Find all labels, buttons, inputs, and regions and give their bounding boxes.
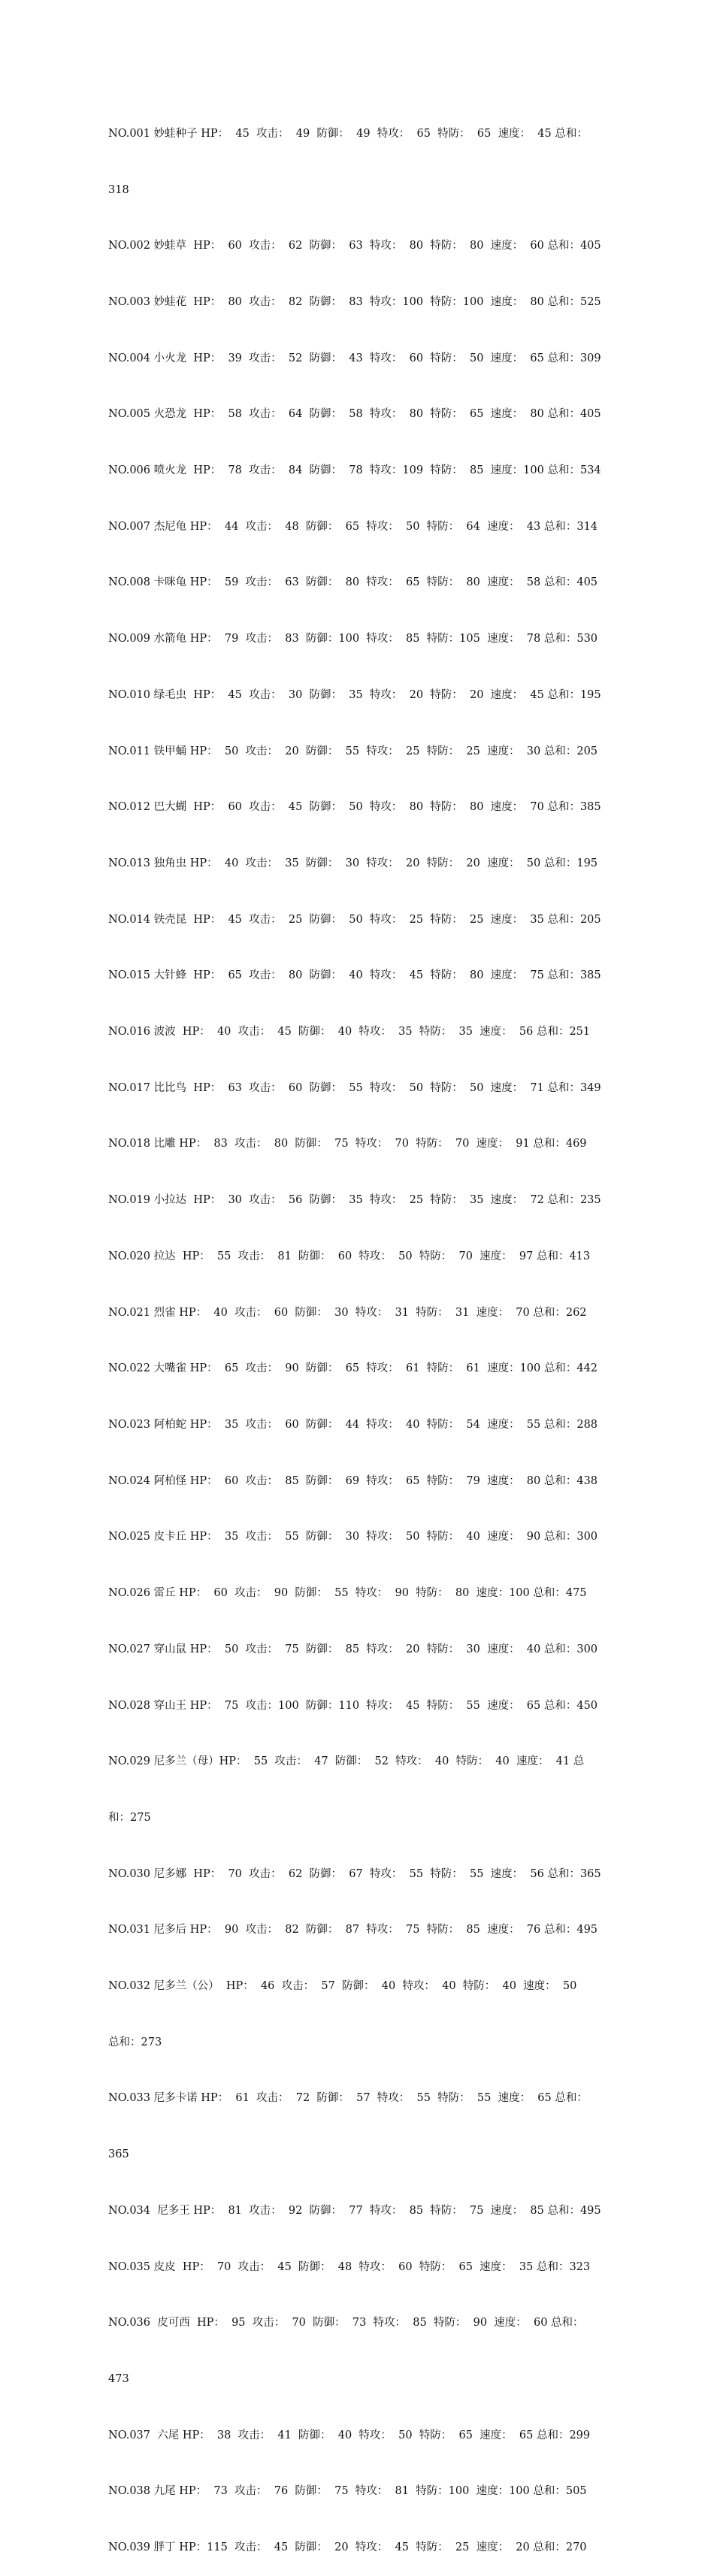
text-line: NO.013 独角虫 HP： 40 攻击： 35 防御： 30 特攻： 20 特防： 20 速度： 50 总和：195 [108,857,598,869]
text-line: NO.028 穿山王 HP： 75 攻击：100 防御：110 特攻： 45 特防： 55 速度： 65 总和：450 [108,1699,598,1712]
text-line: NO.036 皮可西 HP： 95 攻击： 70 防御： 73 特攻： 85 特防： 90 速度： 60 总和： [108,2317,584,2330]
text-line: NO.019 小拉达 HP： 30 攻击： 56 防御： 35 特攻： 25 特防： 35 速度： 72 总和：235 [108,1194,601,1207]
text-line: NO.029 尼多兰（母）HP： 55 攻击： 47 防御： 52 特攻： 40 特防： 40 速度： 41 总 [108,1755,585,1768]
text-line: 318 [108,183,129,196]
text-line: NO.024 阿柏怪 HP： 60 攻击： 85 防御： 69 特攻： 65 特防： 79 速度： 80 总和：438 [108,1474,598,1487]
text-line: NO.027 穿山鼠 HP： 50 攻击： 75 防御： 85 特攻： 20 特防： 30 速度： 40 总和：300 [108,1643,598,1655]
text-line: NO.001 妙蛙种子 HP： 45 攻击： 49 防御： 49 特攻： 65 特防： 65 速度： 45 总和： [108,127,588,140]
text-line: NO.010 绿毛虫 HP： 45 攻击： 30 防御： 35 特攻： 20 特防： 20 速度： 45 总和：195 [108,688,601,701]
text-line: NO.014 铁壳昆 HP： 45 攻击： 25 防御： 50 特攻： 25 特防： 25 速度： 35 总和：205 [108,913,601,926]
text-line: NO.023 阿柏蛇 HP： 35 攻击： 60 防御： 44 特攻： 40 特防： 54 速度： 55 总和：288 [108,1418,598,1431]
text-line: NO.032 尼多兰（公） HP： 46 攻击： 57 防御： 40 特攻： 40 特防： 40 速度： 50 [108,1980,577,1993]
text-line: NO.020 拉达 HP： 55 攻击： 81 防御： 60 特攻： 50 特防： 70 速度： 97 总和：413 [108,1250,591,1262]
text-line: NO.011 铁甲蛹 HP： 50 攻击： 20 防御： 55 特攻： 25 特防： 25 速度： 30 总和：205 [108,745,598,757]
text-line: 365 [108,2148,129,2161]
text-line: NO.003 妙蛙花 HP： 80 攻击： 82 防御： 83 特攻：100 特防：100 速度： 80 总和：525 [108,295,601,308]
text-line: NO.005 火恐龙 HP： 58 攻击： 64 防御： 58 特攻： 80 特防： 65 速度： 80 总和：405 [108,408,601,421]
text-line: NO.008 卡咪龟 HP： 59 攻击： 63 防御： 80 特攻： 65 特防： 80 速度： 58 总和：405 [108,576,598,589]
document-body [108,87,607,2576]
text-line: 473 [108,2372,129,2385]
text-line: NO.007 杰尼龟 HP： 44 攻击： 48 防御： 65 特攻： 50 特防： 64 速度： 43 总和：314 [108,520,598,533]
text-line: NO.030 尼多娜 HP： 70 攻击： 62 防御： 67 特攻： 55 特防： 55 速度： 56 总和：365 [108,1867,601,1880]
text-line: 和：275 [108,1811,151,1824]
text-line: NO.026 雷丘 HP： 60 攻击： 90 防御： 55 特攻： 90 特防： 80 速度：100 总和：475 [108,1587,587,1600]
text-line: NO.031 尼多后 HP： 90 攻击： 82 防御： 87 特攻： 75 特防： 85 速度： 76 总和：495 [108,1924,598,1937]
text-line: NO.012 巴大蝴 HP： 60 攻击： 45 防御： 50 特攻： 80 特防： 80 速度： 70 总和：385 [108,801,601,814]
text-line: NO.039 胖丁 HP：115 攻击： 45 防御： 20 特攻： 45 特防： 25 速度： 20 总和：270 [108,2541,587,2554]
text-line: NO.025 皮卡丘 HP： 35 攻击： 55 防御： 30 特攻： 50 特防： 40 速度： 90 总和：300 [108,1531,598,1543]
text-line: NO.017 比比鸟 HP： 63 攻击： 60 防御： 55 特攻： 50 特防： 50 速度： 71 总和：349 [108,1081,601,1094]
text-line: NO.018 比雕 HP： 83 攻击： 80 防御： 75 特攻： 70 特防： 70 速度： 91 总和：469 [108,1138,587,1150]
text-line: NO.009 水箭龟 HP： 79 攻击： 83 防御：100 特攻： 85 特防：105 速度： 78 总和：530 [108,633,598,646]
text-line: NO.021 烈雀 HP： 40 攻击： 60 防御： 30 特攻： 31 特防： 31 速度： 70 总和：262 [108,1306,587,1319]
text-line: NO.002 妙蛙草 HP： 60 攻击： 62 防御： 63 特攻： 80 特防： 80 速度： 60 总和：405 [108,240,601,252]
text-line: NO.016 波波 HP： 40 攻击： 45 防御： 40 特攻： 35 特防： 35 速度： 56 总和：251 [108,1026,591,1039]
text-line: NO.033 尼多卡诺 HP： 61 攻击： 72 防御： 57 特攻： 55 特防： 55 速度： 65 总和： [108,2092,588,2105]
text-line: 总和：273 [108,2036,162,2048]
text-line: NO.035 皮皮 HP： 70 攻击： 45 防御： 48 特攻： 60 特防： 65 速度： 35 总和：323 [108,2260,591,2273]
text-line: NO.037 六尾 HP： 38 攻击： 41 防御： 40 特攻： 50 特防： 65 速度： 65 总和：299 [108,2429,591,2441]
text-line: NO.015 大针蜂 HP： 65 攻击： 80 防御： 40 特攻： 45 特防： 80 速度： 75 总和：385 [108,969,601,982]
text-line: NO.022 大嘴雀 HP： 65 攻击： 90 防御： 65 特攻： 61 特防： 61 速度：100 总和：442 [108,1362,598,1375]
text-line: NO.034 尼多王 HP： 81 攻击： 92 防御： 77 特攻： 85 特防： 75 速度： 85 总和：495 [108,2204,601,2217]
text-line: NO.006 喷火龙 HP： 78 攻击： 84 防御： 78 特攻：109 特防： 85 速度：100 总和：534 [108,464,601,477]
text-line: NO.004 小火龙 HP： 39 攻击： 52 防御： 43 特攻： 60 特防： 50 速度： 65 总和：309 [108,352,601,364]
text-line: NO.038 九尾 HP： 73 攻击： 76 防御： 75 特攻： 81 特防：100 速度：100 总和：505 [108,2485,587,2498]
